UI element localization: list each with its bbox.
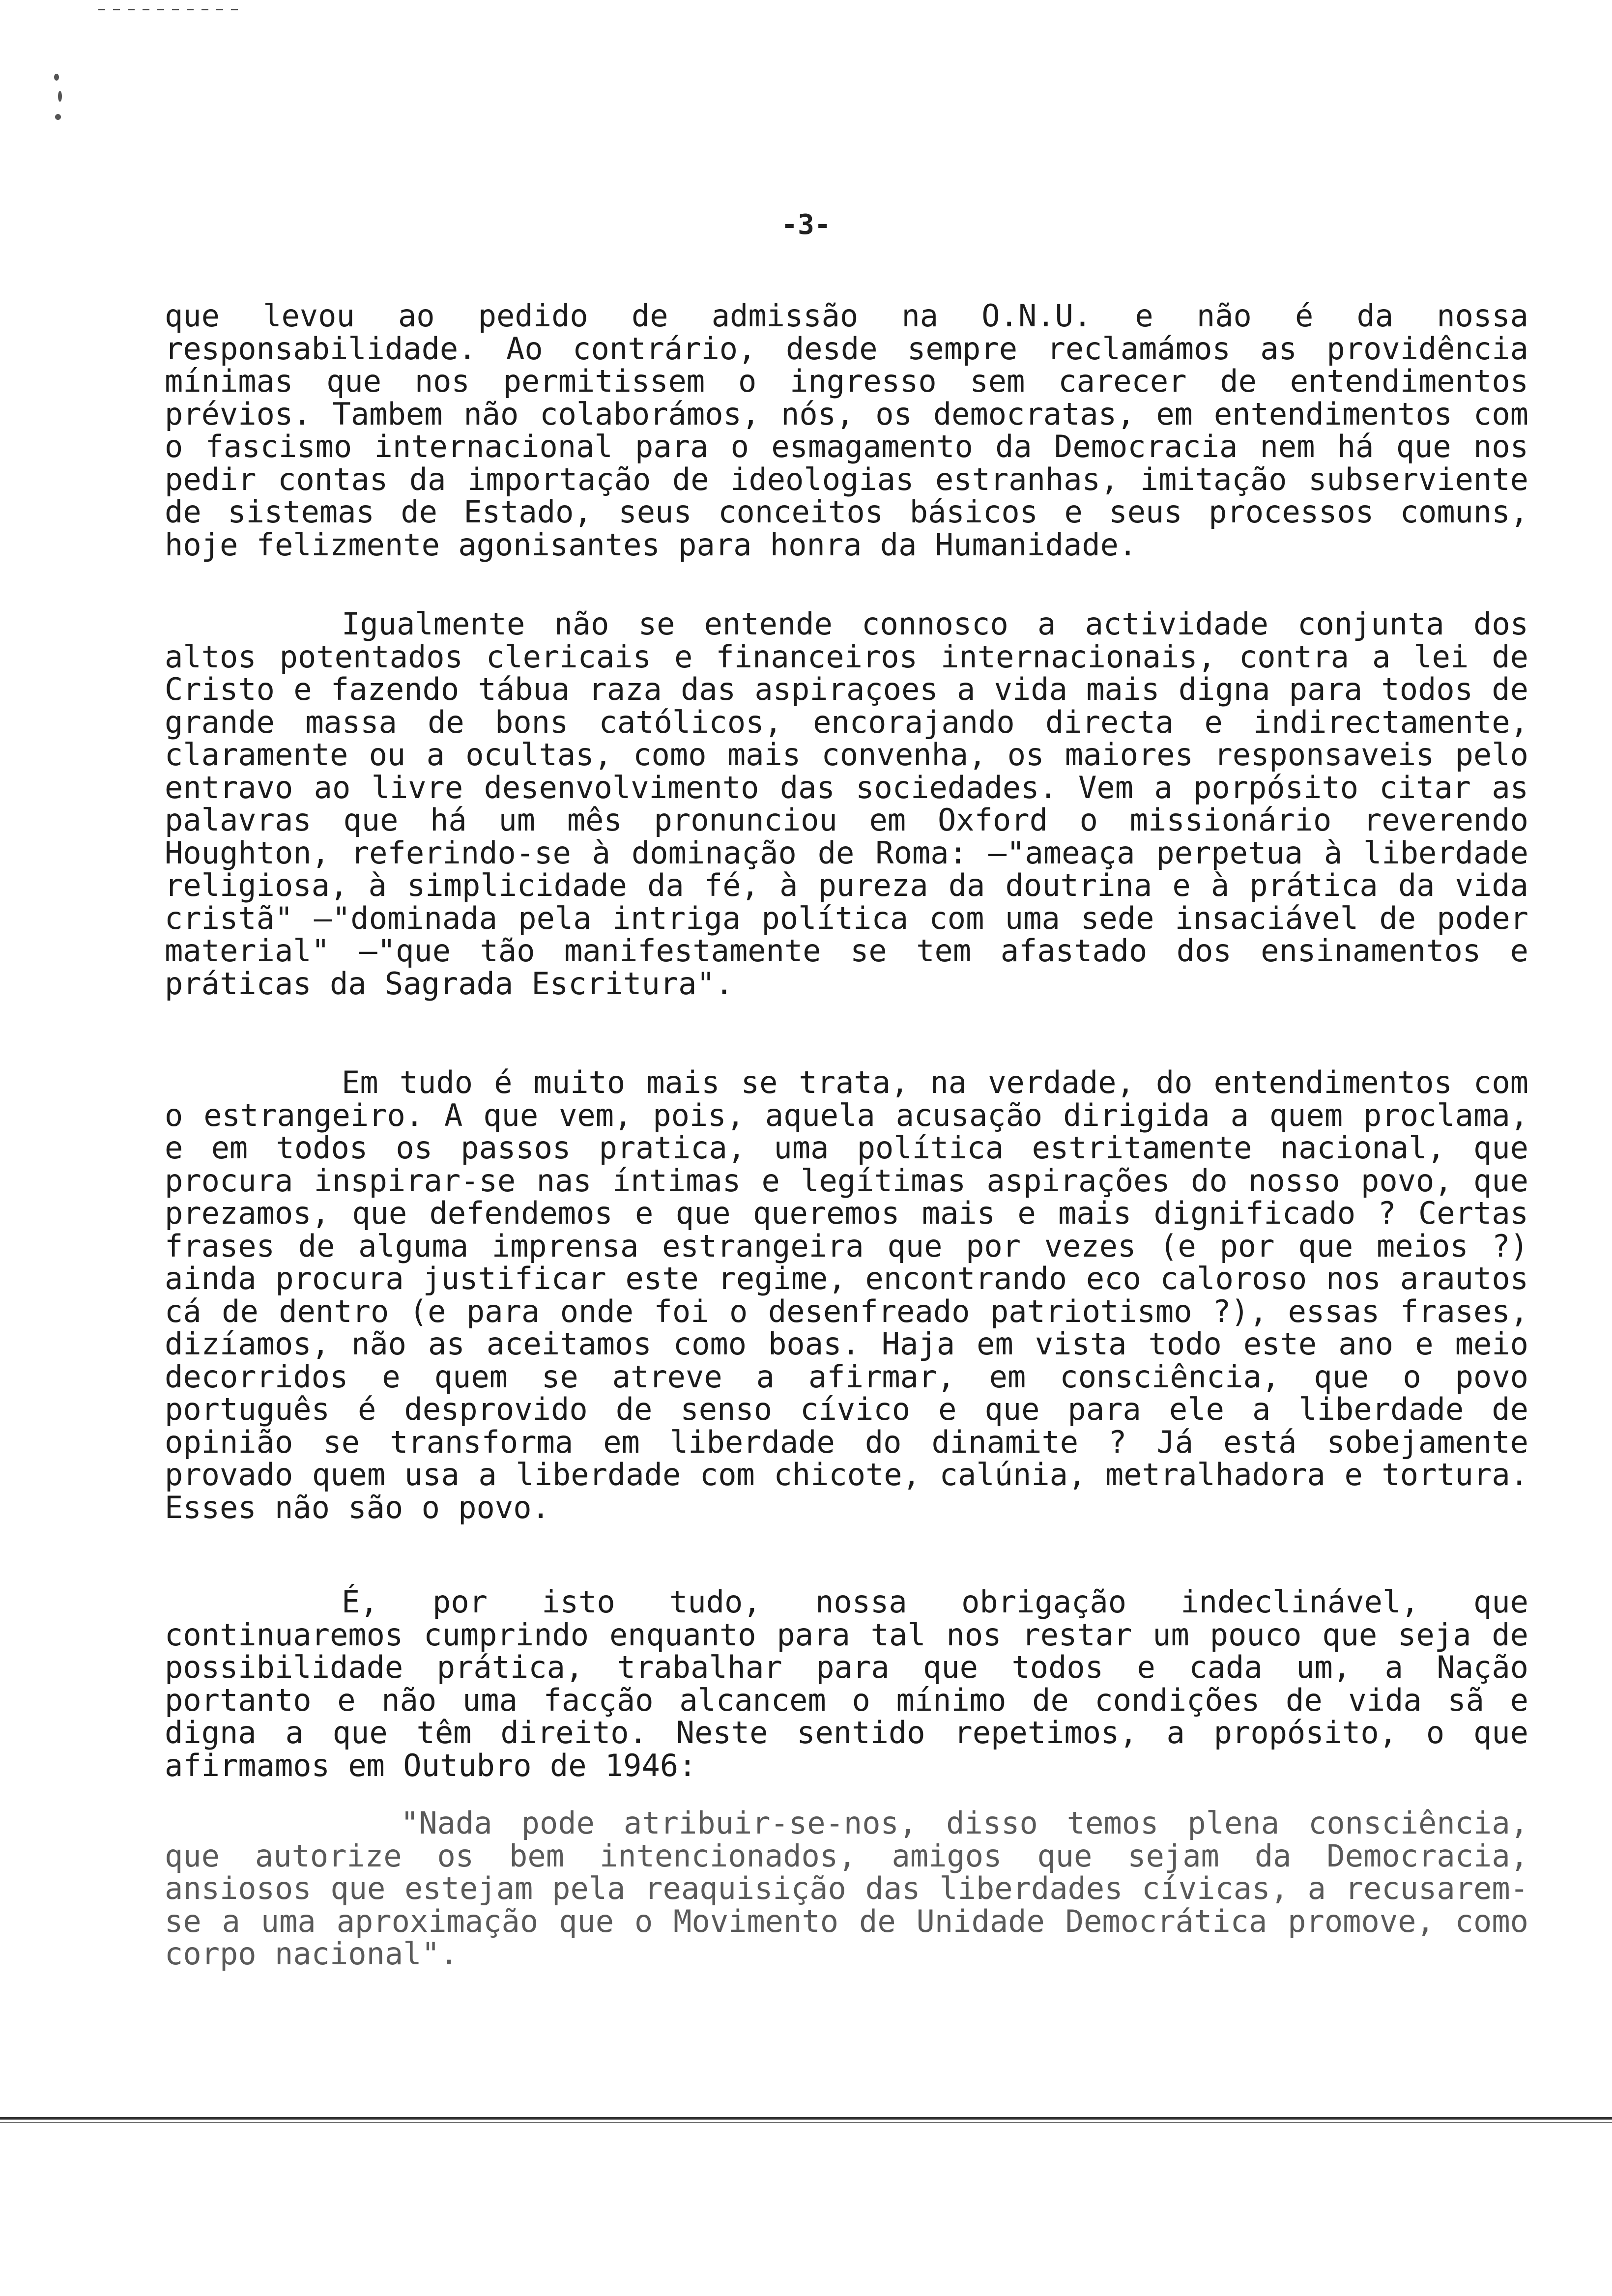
scan-artifact: [98, 9, 246, 10]
paragraph-4: É, por isto tudo, nossa obrigação indeclinável, que continuaremos cumprindo enquanto para tal nos restar um pouco que seja de possibilidade prática, trabalhar para que todos e cada um, a Nação portanto e não uma facção alcancem o mínimo de condições de vida sã e digna a que têm direito. Neste sentido repetimos, a propósito, o que afirmamos em Outubro de 1946:: [165, 1584, 1528, 1783]
page-number: -3-: [781, 209, 831, 241]
paragraph-2: Igualmente não se entende connosco a actividade conjunta dos altos potentados clericais e financeiros internacionais, contra a lei de Cristo e fazendo tábua raza das aspiraçoes a vida mais digna para todos de grande massa de bons católicos, encorajando directa e indirectamente, claramente ou a ocultas, como mais convenha, os maiores responsaveis pelo entravo ao livre desenvolvimento das sociedades. Vem a porpósito citar as palavras que há um mês pronunciou em Oxford o missionário reverendo Houghton, referindo-se à dominação de Roma: —"ameaça perpetua à liberdade religiosa, à simplicidade da fé, à pureza da doutrina e à prática da vida cristã" —"dominada pela intriga política com uma sede insaciável de poder material" —"que tão manifestamente se tem afastado dos ensinamentos e práticas da Sagrada Escritura".: [165, 606, 1528, 1002]
bottom-rule: [0, 2117, 1612, 2120]
paragraph-1: que levou ao pedido de admissão na O.N.U. e não é da nossa responsabilidade. Ao contrário, desde sempre reclamámos as providência mínimas que nos permitissem o ingresso sem carecer de entendimentos prévios. Tambem não colaborámos, nós, os democratas, em entendimentos com o fascismo internacional para o esmagamento da Democracia nem há que nos pedir contas da importação de ideologias estranhas, imitação subserviente de sistemas de Estado, seus conceitos básicos e seus processos comuns, hoje felizmente agonisantes para honra da Humanidade.: [165, 298, 1528, 563]
paragraph-3: Em tudo é muito mais se trata, na verdade, do entendimentos com o estrangeiro. A que vem, pois, aquela acusação dirigida a quem proclama, e em todos os passos pratica, uma política estritamente nacional, que procura inspirar-se nas íntimas e legítimas aspirações do nosso povo, que prezamos, que defendemos e que queremos mais e mais dignificado ? Certas frases de alguma imprensa estrangeira que por vezes (e por que meios ?) ainda procura justificar este regime, encontrando eco caloroso nos arautos cá de dentro (e para onde foi o desenfreado patriotismo ?), essas frases, dizíamos, não as aceitamos como boas. Haja em vista todo este ano e meio decorridos e quem se atreve a afirmar, em consciência, que o povo português é desprovido de senso cívico e que para ele a liberdade de opinião se transforma em liberdade do dinamite ? Já está sobejamente provado quem usa a liberdade com chicote, calúnia, metralhadora e tortura. Esses não são o povo.: [165, 1064, 1528, 1525]
margin-speck: [55, 114, 61, 120]
margin-speck: [54, 74, 59, 81]
bottom-rule-thin: [0, 2122, 1612, 2123]
quoted-paragraph: "Nada pode atribuir-se-nos, disso temos plena consciência, que autorize os bem intencionados, amigos que sejam da Democracia, ansiosos que estejam pela reaquisição das liberdades cívicas, a recusarem-se a uma aproximação que o Movimento de Unidade Democrática promove, como corpo nacional".: [165, 1805, 1528, 1972]
margin-speck: [58, 91, 62, 102]
